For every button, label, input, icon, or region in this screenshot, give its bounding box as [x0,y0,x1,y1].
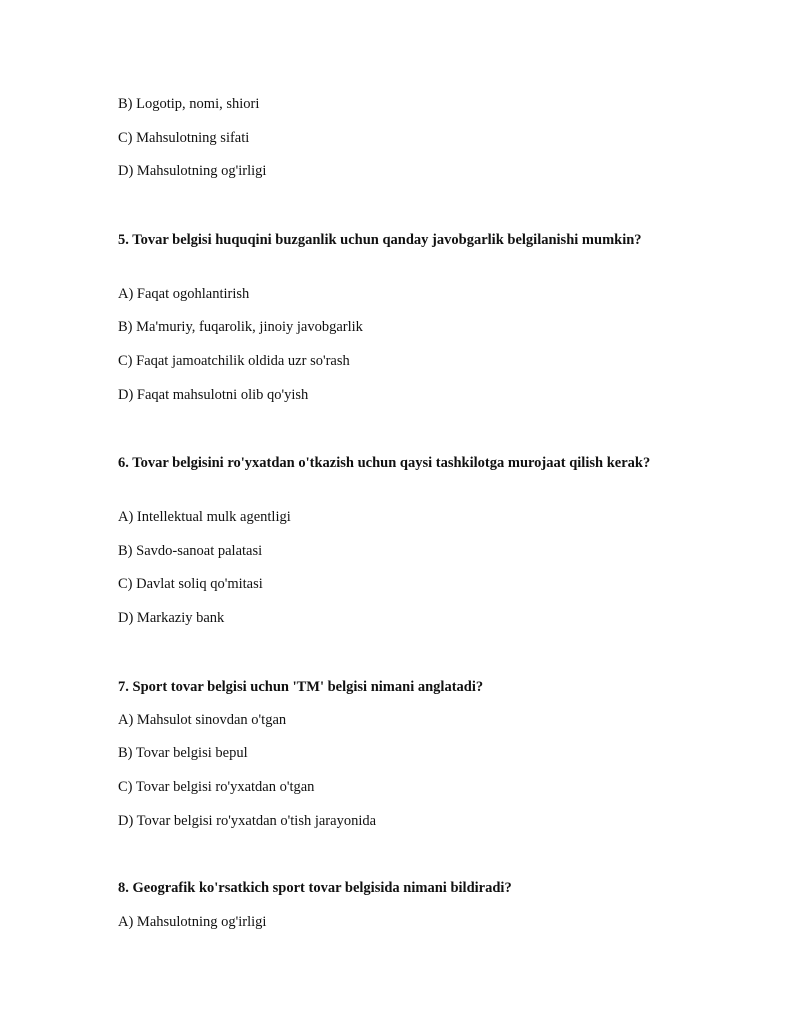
question-6-option-d: D) Markaziy bank [118,610,225,626]
question-5-option-a: A) Faqat ogohlantirish [118,286,250,302]
question-6-text: 6. Tovar belgisini ro'yxatdan o'tkazish uchun qaysi tashkilotga murojaat qilish kerak? [118,455,651,471]
question-7-option-b: B) Tovar belgisi bepul [118,745,248,761]
question-5-text: 5. Tovar belgisi huquqini buzganlik uchun qanday javobgarlik belgilanishi mumkin? [118,232,642,248]
option-continued-d: D) Mahsulotning og'irligi [118,163,267,179]
question-7-option-d: D) Tovar belgisi ro'yxatdan o'tish jarayonida [118,813,377,829]
question-8-text: 8. Geografik ko'rsatkich sport tovar belgisida nimani bildiradi? [118,880,512,896]
question-6-option-a: A) Intellektual mulk agentligi [118,509,291,525]
question-7-text: 7. Sport tovar belgisi uchun 'TM' belgisi nimani anglatadi? [118,679,484,695]
question-5-option-b: B) Ma'muriy, fuqarolik, jinoiy javobgarlik [118,319,363,335]
question-8-option-a: A) Mahsulotning og'irligi [118,914,267,930]
option-continued-b: B) Logotip, nomi, shiori [118,96,260,112]
question-7-option-c: C) Tovar belgisi ro'yxatdan o'tgan [118,779,315,795]
question-6-option-c: C) Davlat soliq qo'mitasi [118,576,263,592]
question-5-option-c: C) Faqat jamoatchilik oldida uzr so'rash [118,353,350,369]
option-continued-c: C) Mahsulotning sifati [118,130,250,146]
question-7-option-a: A) Mahsulot sinovdan o'tgan [118,712,287,728]
question-5-option-d: D) Faqat mahsulotni olib qo'yish [118,387,309,403]
question-6-option-b: B) Savdo-sanoat palatasi [118,543,263,559]
